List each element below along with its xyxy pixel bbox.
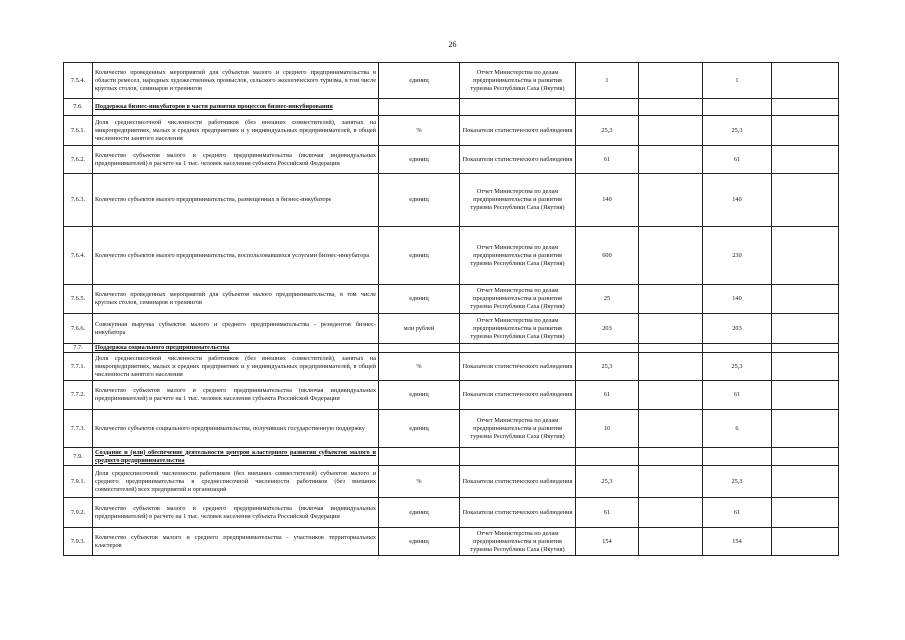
row-data-source: Отчет Министерства по делам предпринимательства и развития туризма Республики Саха (Якутия) [460, 227, 576, 285]
row-value-4 [772, 528, 839, 556]
row-unit: единиц [379, 146, 460, 174]
row-indicator-name: Количество субъектов малого и среднего предпринимательства - участников территориальных кластеров [93, 528, 379, 556]
table-row [64, 285, 839, 314]
row-unit [379, 448, 460, 466]
table-row [64, 498, 839, 528]
table-section-row [64, 344, 839, 353]
row-value-4 [772, 353, 839, 381]
row-value-1: 203 [576, 314, 639, 344]
row-indicator-name: Совокупная выручка субъектов малого и среднего предпринимательства - резидентов бизнес-инкубатора [93, 314, 379, 344]
row-value-3: 1 [703, 63, 772, 99]
row-data-source: Показатели статистического наблюдения [460, 146, 576, 174]
row-value-1: 25,3 [576, 116, 639, 146]
table-row [64, 410, 839, 448]
table-row [64, 116, 839, 146]
row-data-source: Показатели статистического наблюдения [460, 353, 576, 381]
row-value-3: 140 [703, 285, 772, 314]
row-value-2 [639, 381, 703, 410]
row-code: 7.9.3. [64, 528, 93, 556]
row-data-source: Отчет Министерства по делам предпринимательства и развития туризма Республики Саха (Якутия) [460, 314, 576, 344]
row-code: 7.9. [64, 448, 93, 466]
row-value-4 [772, 174, 839, 227]
row-value-3: 203 [703, 314, 772, 344]
row-indicator-name: Доля среднесписочной численности работников (без внешних совместителей), занятых на микропредприятиях, малых и средних предприятиях и у индивидуальных предпринимателей, в общей численности занятого населения [93, 353, 379, 381]
row-indicator-name: Количество проведенных мероприятий для субъектов малого предпринимательства, в том числе круглых столов, семинаров и тренингов [93, 285, 379, 314]
row-value-2 [639, 174, 703, 227]
row-value-4 [772, 63, 839, 99]
row-value-2 [639, 63, 703, 99]
row-data-source: Показатели статистического наблюдения [460, 116, 576, 146]
row-code: 7.7.2. [64, 381, 93, 410]
row-unit: единиц [379, 285, 460, 314]
row-value-4 [772, 227, 839, 285]
row-unit: единиц [379, 63, 460, 99]
row-value-4 [772, 410, 839, 448]
row-code: 7.7.1. [64, 353, 93, 381]
row-value-2 [639, 466, 703, 498]
row-data-source [460, 99, 576, 116]
row-unit: % [379, 466, 460, 498]
row-value-4 [772, 498, 839, 528]
row-value-3: 25,3 [703, 116, 772, 146]
row-data-source: Отчет Министерства по делам предпринимательства и развития туризма Республики Саха (Якутия) [460, 63, 576, 99]
row-unit [379, 99, 460, 116]
row-value-2 [639, 116, 703, 146]
row-code: 7.6.1. [64, 116, 93, 146]
row-value-2 [639, 146, 703, 174]
row-value-3: 25,3 [703, 466, 772, 498]
row-value-4 [772, 344, 839, 353]
table-row [64, 174, 839, 227]
indicators-table-body [64, 63, 839, 556]
table-row [64, 353, 839, 381]
row-code: 7.6.2. [64, 146, 93, 174]
row-value-3: 61 [703, 381, 772, 410]
row-value-1: 1 [576, 63, 639, 99]
row-indicator-name: Создание и (или) обеспечение деятельности центров кластерного развития субъектов малого и среднего предпринимательства [93, 448, 379, 466]
row-value-1: 61 [576, 381, 639, 410]
row-indicator-name: Количество субъектов малого предпринимательства, воспользовавшихся услугами бизнес-инкубатора [93, 227, 379, 285]
row-value-3: 154 [703, 528, 772, 556]
table-section-row [64, 448, 839, 466]
row-value-1: 61 [576, 498, 639, 528]
row-code: 7.9.2. [64, 498, 93, 528]
row-value-3: 61 [703, 146, 772, 174]
row-data-source: Показатели статистического наблюдения [460, 381, 576, 410]
row-value-4 [772, 99, 839, 116]
row-indicator-name: Поддержка бизнес-инкубаторов в части развития процессов бизнес-инкубирования [93, 99, 379, 116]
row-code: 7.6.5. [64, 285, 93, 314]
row-value-2 [639, 99, 703, 116]
row-value-1: 25,3 [576, 466, 639, 498]
row-data-source [460, 448, 576, 466]
row-indicator-name: Количество субъектов малого и среднего предпринимательства (включая индивидуальных предпринимателей) в расчете на 1 тыс. человек населения субъекта Российской Федерации [93, 146, 379, 174]
row-value-2 [639, 344, 703, 353]
table-row [64, 146, 839, 174]
row-value-2 [639, 528, 703, 556]
row-value-2 [639, 410, 703, 448]
row-code: 7.6.3. [64, 174, 93, 227]
row-unit [379, 344, 460, 353]
table-row [64, 227, 839, 285]
row-indicator-name: Доля среднесписочной численности работников (без внешних совместителей), занятых на микропредприятиях, малых и средних предприятиях и у индивидуальных предпринимателей, в общей численности занятого населения [93, 116, 379, 146]
row-code: 7.9.1. [64, 466, 93, 498]
table-section-row [64, 99, 839, 116]
row-code: 7.7. [64, 344, 93, 353]
row-value-2 [639, 314, 703, 344]
row-data-source: Отчет Министерства по делам предпринимательства и развития туризма Республики Саха (Якутия) [460, 285, 576, 314]
row-indicator-name: Количество субъектов малого предпринимательства, размещенных в бизнес-инкубаторе [93, 174, 379, 227]
row-unit: единиц [379, 174, 460, 227]
row-value-4 [772, 116, 839, 146]
row-value-3: 230 [703, 227, 772, 285]
row-value-2 [639, 353, 703, 381]
row-value-1: 140 [576, 174, 639, 227]
row-unit: единиц [379, 528, 460, 556]
row-value-1: 600 [576, 227, 639, 285]
row-value-4 [772, 314, 839, 344]
row-value-4 [772, 381, 839, 410]
row-code: 7.6.6. [64, 314, 93, 344]
row-unit: единиц [379, 381, 460, 410]
row-data-source: Показатели статистического наблюдения [460, 466, 576, 498]
row-data-source [460, 344, 576, 353]
row-code: 7.6.4. [64, 227, 93, 285]
row-value-3 [703, 99, 772, 116]
row-value-3: 140 [703, 174, 772, 227]
row-unit: единиц [379, 498, 460, 528]
row-code: 7.5.4. [64, 63, 93, 99]
row-value-2 [639, 285, 703, 314]
row-unit: % [379, 353, 460, 381]
row-value-3 [703, 448, 772, 466]
row-unit: единиц [379, 227, 460, 285]
row-value-4 [772, 146, 839, 174]
row-unit: единиц [379, 410, 460, 448]
row-value-1 [576, 344, 639, 353]
row-value-3: 25,3 [703, 353, 772, 381]
row-indicator-name: Количество субъектов социального предпринимательства, получивших государственную поддержку [93, 410, 379, 448]
row-indicator-name: Доля среднесписочной численности работников (без внешних совместителей) субъектов малого и среднего предпринимательства в среднесписочной численности работников (без внешних совместителей) всех предприятий и организаций [93, 466, 379, 498]
table-row [64, 63, 839, 99]
row-value-1: 25,3 [576, 353, 639, 381]
row-code: 7.6. [64, 99, 93, 116]
row-data-source: Показатели статистического наблюдения [460, 498, 576, 528]
table-row [64, 528, 839, 556]
row-unit: млн рублей [379, 314, 460, 344]
row-indicator-name: Количество субъектов малого и среднего предпринимательства (включая индивидуальных предпринимателей) в расчете на 1 тыс. человек населения субъекта Российской Федерации [93, 498, 379, 528]
row-value-1: 10 [576, 410, 639, 448]
table-row [64, 314, 839, 344]
row-value-1: 25 [576, 285, 639, 314]
row-value-3: 6 [703, 410, 772, 448]
row-value-2 [639, 227, 703, 285]
row-value-3 [703, 344, 772, 353]
row-value-1: 61 [576, 146, 639, 174]
row-indicator-name: Поддержка социального предпринимательства [93, 344, 379, 353]
row-indicator-name: Количество субъектов малого и среднего предпринимательства (включая индивидуальных предпринимателей) в расчете на 1 тыс. человек населения субъекта Российской Федерации [93, 381, 379, 410]
row-code: 7.7.3. [64, 410, 93, 448]
indicators-table [63, 62, 839, 556]
row-value-4 [772, 285, 839, 314]
row-value-4 [772, 466, 839, 498]
row-value-1 [576, 448, 639, 466]
row-value-1 [576, 99, 639, 116]
row-data-source: Отчет Министерства по делам предпринимательства и развития туризма Республики Саха (Якутия) [460, 528, 576, 556]
row-value-2 [639, 498, 703, 528]
row-value-4 [772, 448, 839, 466]
table-row [64, 466, 839, 498]
row-value-1: 154 [576, 528, 639, 556]
row-data-source: Отчет Министерства по делам предпринимательства и развития туризма Республики Саха (Якутия) [460, 410, 576, 448]
row-value-3: 61 [703, 498, 772, 528]
row-data-source: Отчет Министерства по делам предпринимательства и развития туризма Республики Саха (Якутия) [460, 174, 576, 227]
row-value-2 [639, 448, 703, 466]
page-number: 26 [448, 40, 457, 49]
row-indicator-name: Количество проведенных мероприятий для субъектов малого и среднего предпринимательства в области ремесел, народных художественных промыслов, сельского экологического туризма, в том числе круглых столов, семинаров и тренингов [93, 63, 379, 99]
row-unit: % [379, 116, 460, 146]
table-row [64, 381, 839, 410]
